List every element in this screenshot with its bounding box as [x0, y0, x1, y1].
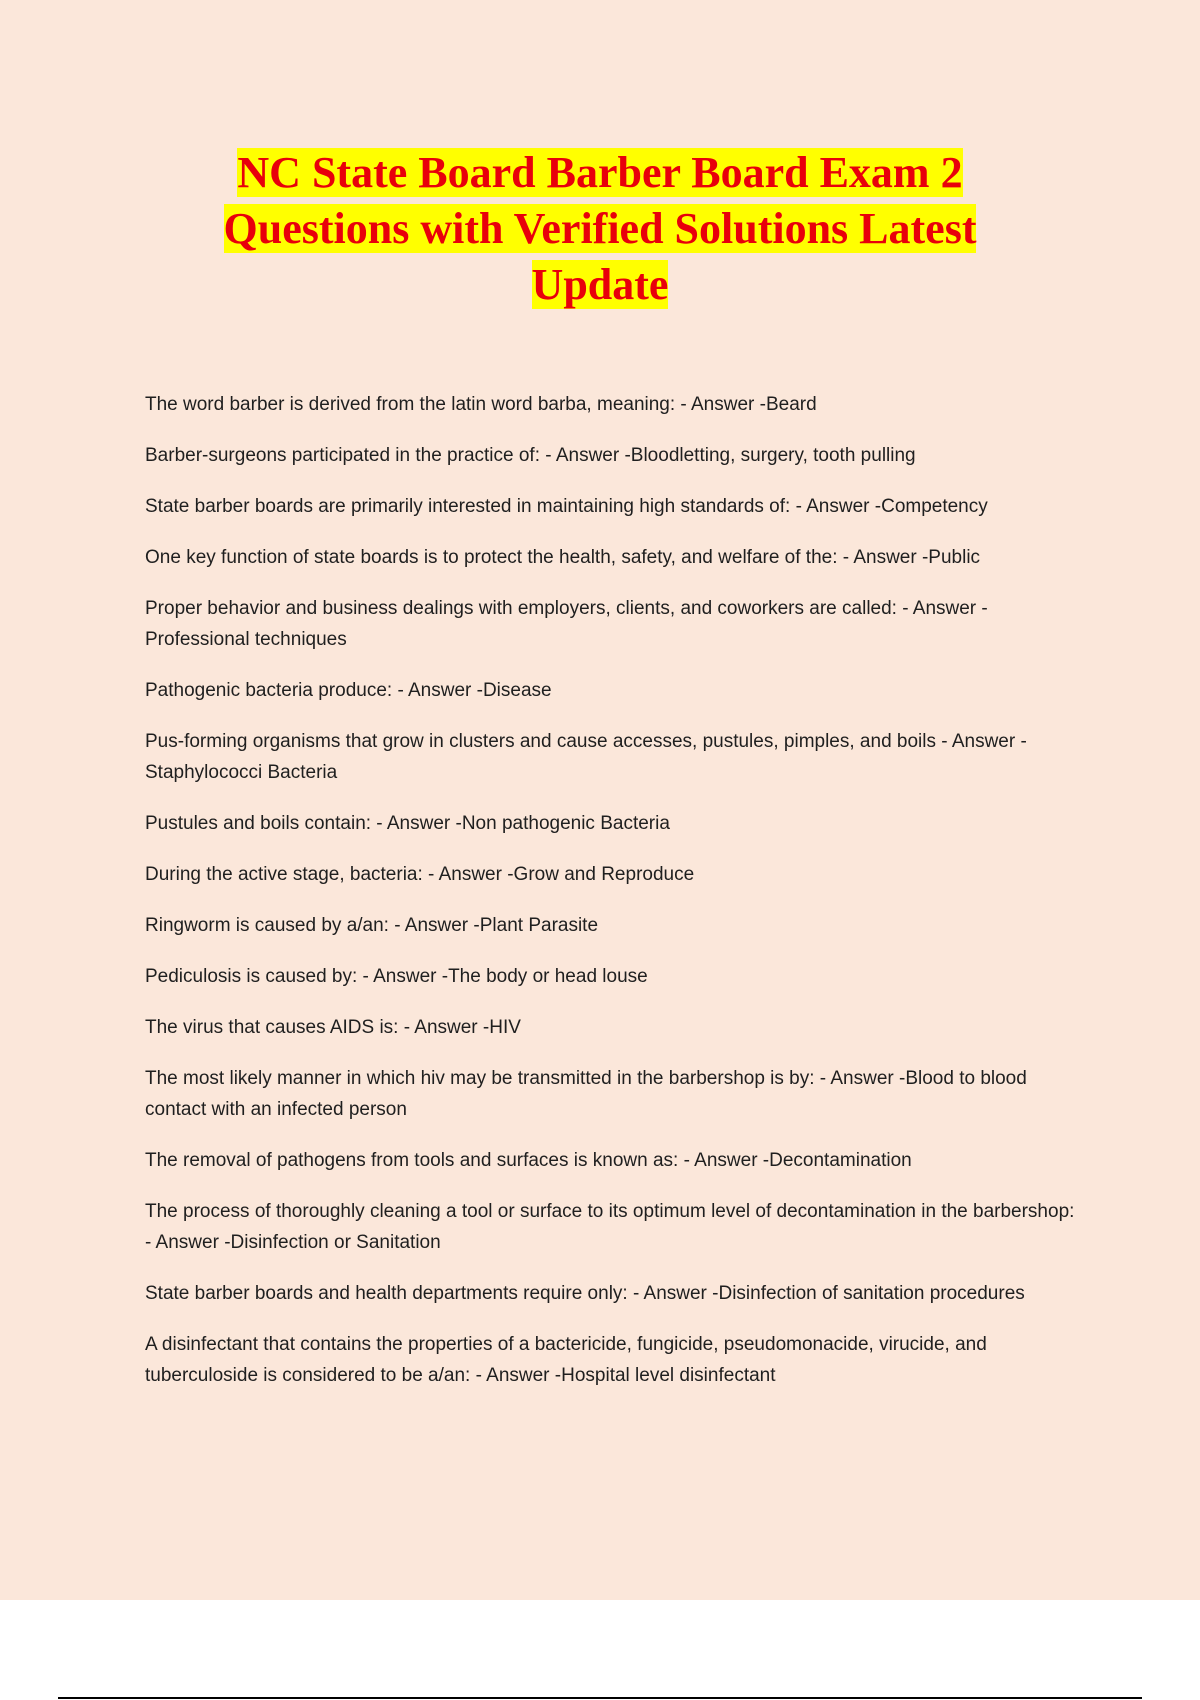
qa-item: During the active stage, bacteria: - Answer -Grow and Reproduce [145, 864, 695, 885]
qa-item: State barber boards are primarily interested in maintaining high standards of: - Answer -Competency [145, 496, 988, 517]
qa-item: Pus-forming organisms that grow in clusters and cause accesses, pustules, pimples, and boils - Answer -Staphylococci Bacteria [145, 731, 1027, 783]
title-heading [170, 145, 1030, 313]
qa-item: Pediculosis is caused by: - Answer -The body or head louse [145, 966, 648, 987]
qa-list [145, 389, 1075, 1411]
qa-item: Ringworm is caused by a/an: - Answer -Plant Parasite [145, 915, 599, 936]
title-block [0, 145, 1200, 313]
qa-item: Pathogenic bacteria produce: - Answer -Disease [145, 680, 552, 701]
document-title: NC State Board Barber Board Exam 2 Questions with Verified Solutions Latest Update [223, 148, 977, 309]
qa-item: The process of thoroughly cleaning a tool or surface to its optimum level of decontamination in the barbershop: - Answer -Disinfection or Sanitation [145, 1201, 1075, 1253]
footer-divider [58, 1697, 1142, 1699]
qa-item: Proper behavior and business dealings with employers, clients, and coworkers are called: - Answer -Professional techniques [145, 598, 988, 650]
qa-item: A disinfectant that contains the properties of a bactericide, fungicide, pseudomonacide, virucide, and tuberculoside is considered to be a/an: - Answer -Hospital level disinfectant [145, 1334, 987, 1386]
qa-item: The word barber is derived from the latin word barba, meaning: - Answer -Beard [145, 394, 817, 415]
qa-item: The most likely manner in which hiv may be transmitted in the barbershop is by: - Answer -Blood to blood contact with an infected person [145, 1068, 1027, 1120]
qa-item: One key function of state boards is to protect the health, safety, and welfare of the: - Answer -Public [145, 547, 981, 568]
qa-item: The removal of pathogens from tools and surfaces is known as: - Answer -Decontamination [145, 1150, 912, 1171]
qa-item: The virus that causes AIDS is: - Answer -HIV [145, 1017, 521, 1038]
qa-item: Barber-surgeons participated in the practice of: - Answer -Bloodletting, surgery, tooth pulling [145, 445, 916, 466]
qa-item: Pustules and boils contain: - Answer -Non pathogenic Bacteria [145, 813, 670, 834]
qa-item: State barber boards and health departments require only: - Answer -Disinfection of sanitation procedures [145, 1283, 1025, 1304]
